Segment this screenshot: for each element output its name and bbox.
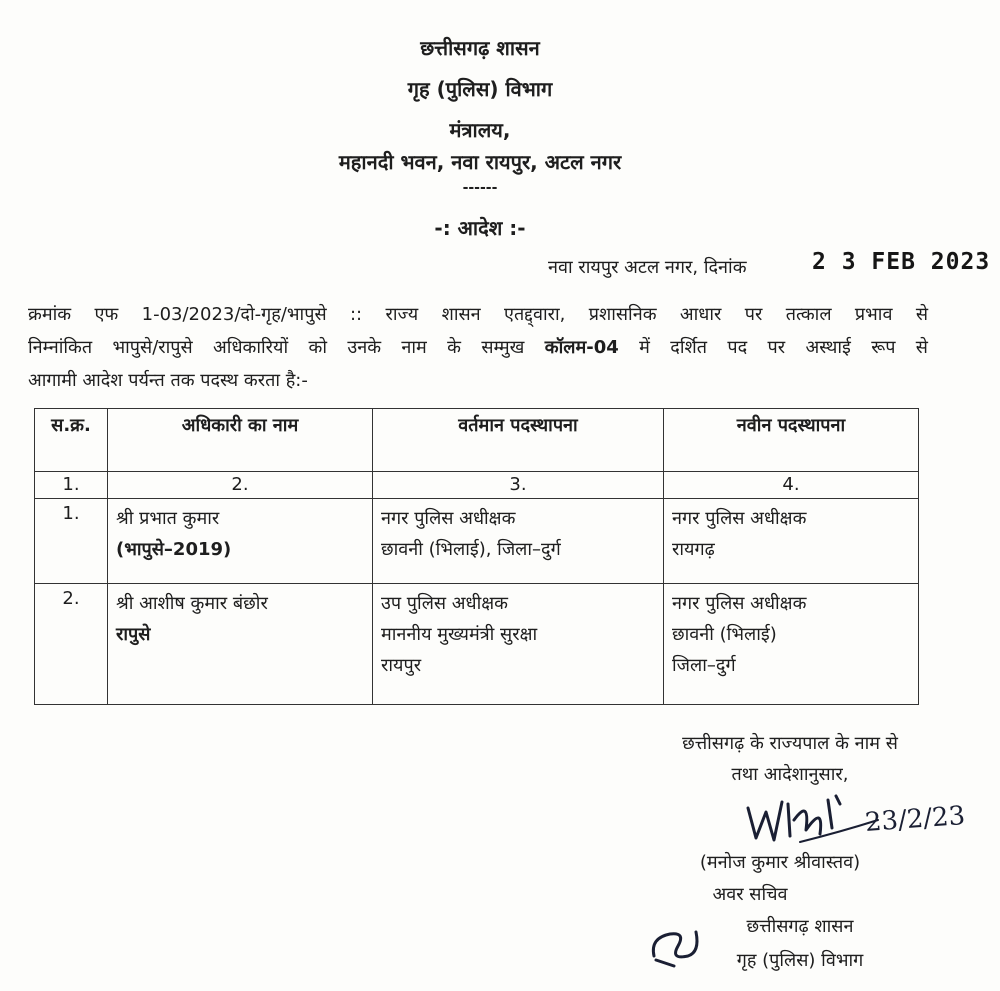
- header-serial: स.क्र.: [35, 409, 108, 472]
- new-posting-line: छावनी (भिलाई): [672, 624, 777, 645]
- signatory-government: छत्तीसगढ़ शासन: [746, 916, 854, 937]
- header-divider: ------: [462, 180, 498, 196]
- signatory-designation: अवर सचिव: [712, 884, 788, 905]
- table-row: [35, 499, 919, 584]
- current-posting-line: छावनी (भिलाई), जिला–दुर्ग: [381, 539, 561, 560]
- column-number-row: [35, 472, 919, 499]
- column-number: 3.: [373, 472, 664, 499]
- officer-cell: [108, 499, 373, 584]
- new-posting-line: नगर पुलिस अधीक्षक: [672, 593, 807, 614]
- handwritten-date: 23/2/23: [864, 801, 967, 838]
- header-department: गृह (पुलिस) विभाग: [407, 77, 553, 101]
- order-paragraph: [28, 298, 928, 397]
- officer-name: श्री आशीष कुमार बंछोर: [116, 593, 268, 614]
- officer-service: रापुसे: [116, 624, 151, 645]
- header-government: छत्तीसगढ़ शासन: [420, 36, 540, 60]
- order-title: -: आदेश :-: [434, 216, 526, 240]
- row-serial: 1.: [35, 499, 108, 584]
- new-posting-line: जिला–दुर्ग: [672, 655, 736, 676]
- current-posting-line: उप पुलिस अधीक्षक: [381, 593, 509, 614]
- current-posting-cell: [373, 499, 664, 584]
- current-posting-line: नगर पुलिस अधीक्षक: [381, 508, 516, 529]
- new-posting-line: नगर पुलिस अधीक्षक: [672, 508, 807, 529]
- column-number: 4.: [664, 472, 919, 499]
- officer-cell: [108, 584, 373, 705]
- signatory-name: (मनोज कुमार श्रीवास्तव): [699, 852, 861, 873]
- current-posting-line: माननीय मुख्यमंत्री सुरक्षा: [381, 624, 538, 645]
- order-line-3: आगामी आदेश पर्यन्त तक पदस्थ करता है:-: [28, 370, 308, 391]
- signatory-department: गृह (पुलिस) विभाग: [736, 950, 864, 971]
- posting-table: [34, 408, 919, 705]
- authority-line-2: तथा आदेशानुसार,: [731, 764, 849, 785]
- dateline-place: नवा रायपुर अटल नगर, दिनांक: [548, 257, 747, 278]
- authority-line-1: छत्तीसगढ़ के राज्यपाल के नाम से: [682, 733, 898, 754]
- header-officer-name: अधिकारी का नाम: [108, 409, 373, 472]
- table-header-row: [35, 409, 919, 472]
- officer-service: (भापुसे–2019): [116, 539, 232, 560]
- header-new-posting: नवीन पदस्थापना: [664, 409, 919, 472]
- header-ministry: मंत्रालय,: [449, 118, 511, 142]
- current-posting-line: रायपुर: [381, 655, 422, 676]
- header-current-posting: वर्तमान पदस्थापना: [373, 409, 664, 472]
- column-number: 2.: [108, 472, 373, 499]
- table-row: [35, 584, 919, 705]
- new-posting-cell: [664, 499, 919, 584]
- order-line-1: क्रमांक एफ 1-03/2023/दो-गृह/भापुसे :: राज्य शासन एतद्द्वारा, प्रशासनिक आधार पर तत्काल प्रभाव से: [28, 304, 928, 325]
- current-posting-cell: [373, 584, 664, 705]
- new-posting-line: रायगढ़: [672, 539, 715, 560]
- signature-mark: [740, 790, 880, 850]
- new-posting-cell: [664, 584, 919, 705]
- date-stamp: 2 3 FEB 2023: [812, 249, 991, 275]
- header-address: महानदी भवन, नवा रायपुर, अटल नगर: [338, 150, 622, 174]
- initials-mark: [648, 920, 708, 970]
- column-reference: कॉलम-04: [544, 337, 619, 358]
- order-line-2: निम्नांकित भापुसे/रापुसे अधिकारियों को उनके नाम के सम्मुख कॉलम-04 में दर्शित पद पर अस्थाई रूप से: [28, 337, 928, 358]
- row-serial: 2.: [35, 584, 108, 705]
- column-number: 1.: [35, 472, 108, 499]
- officer-name: श्री प्रभात कुमार: [116, 508, 220, 529]
